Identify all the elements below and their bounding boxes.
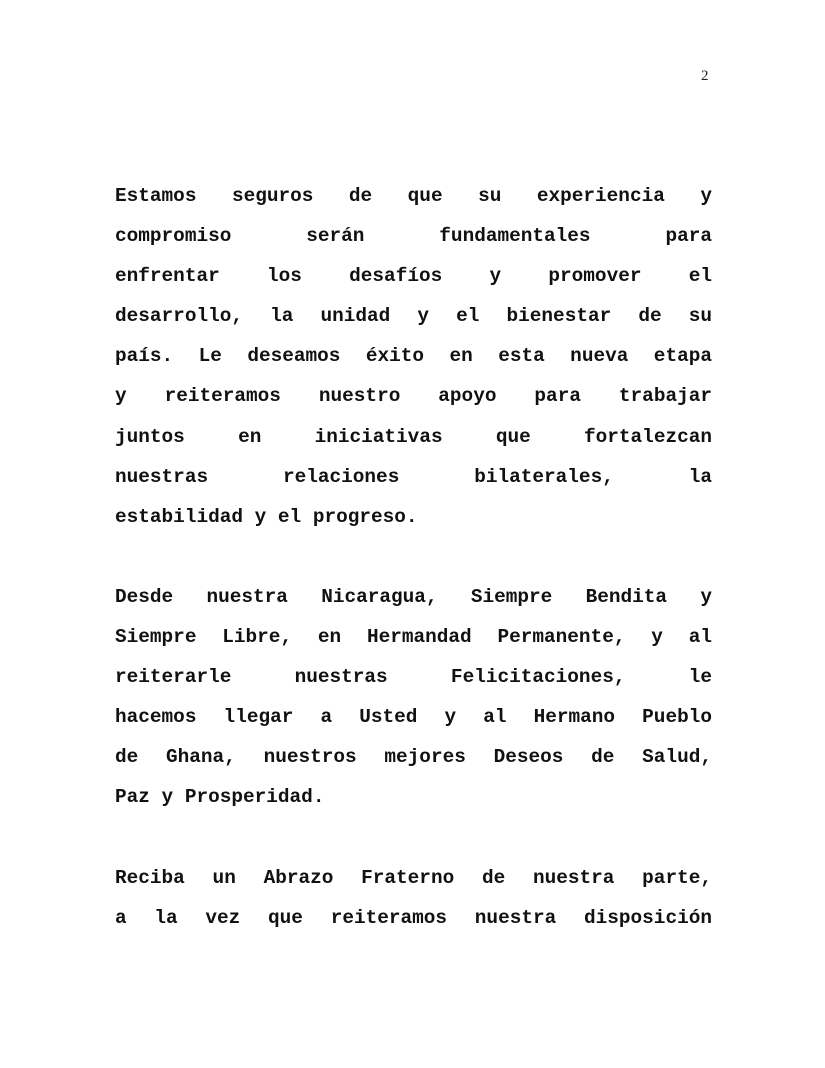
paragraph-2: [115, 577, 712, 818]
paragraph-spacer: [115, 818, 712, 858]
paragraph-1: [115, 176, 712, 537]
text-line: Estamos seguros de que su experiencia y: [115, 185, 712, 207]
text-line: a la vez que reiteramos nuestra disposición: [115, 906, 712, 929]
text-line: enfrentar los desafíos y promover el: [115, 265, 712, 288]
letter-body: [115, 176, 712, 938]
text-line: estabilidad y el progreso.: [115, 505, 418, 528]
text-line: reiterarle nuestras Felicitaciones, le: [115, 666, 712, 689]
text-line: Paz y Prosperidad.: [115, 786, 325, 809]
paragraph-spacer: [115, 537, 712, 577]
text-line: país. Le deseamos éxito en esta nueva etapa: [115, 345, 712, 368]
text-line: Reciba un Abrazo Fraterno de nuestra parte,: [115, 866, 712, 889]
text-line: juntos en iniciativas que fortalezcan: [115, 425, 712, 448]
text-line: nuestras relaciones bilaterales, la: [115, 465, 712, 488]
text-line: hacemos llegar a Usted y al Hermano Pueblo: [115, 706, 712, 729]
text-line: compromiso serán fundamentales para: [115, 225, 712, 248]
page-number: 2: [701, 68, 709, 84]
text-line: Desde nuestra Nicaragua, Siempre Bendita y: [115, 585, 712, 608]
paragraph-3: [115, 858, 712, 938]
text-line: Siempre Libre, en Hermandad Permanente, y al: [115, 626, 712, 649]
text-line: de Ghana, nuestros mejores Deseos de Salud,: [115, 746, 712, 769]
text-line: desarrollo, la unidad y el bienestar de su: [115, 305, 712, 328]
text-line: y reiteramos nuestro apoyo para trabajar: [115, 385, 712, 408]
